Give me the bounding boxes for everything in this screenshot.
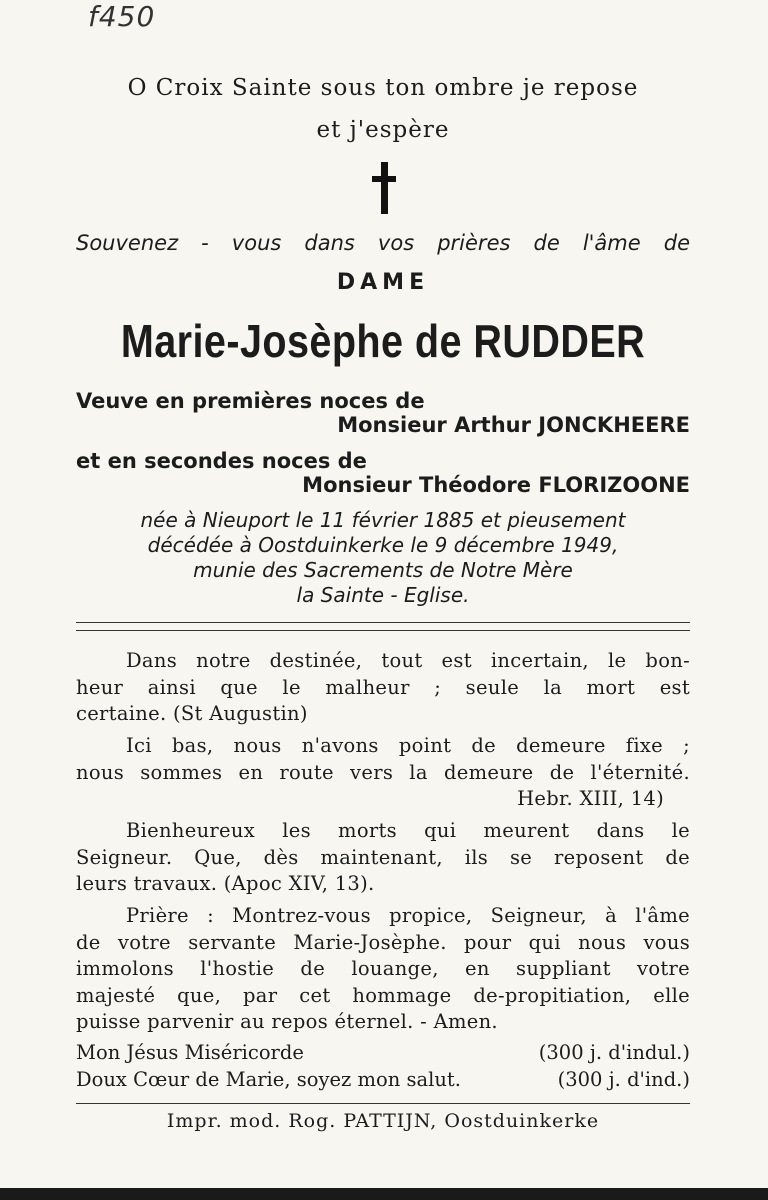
second-spouse-name: Monsieur Théodore FLORIZOONE bbox=[302, 473, 690, 497]
church-line: la Sainte - Eglise. bbox=[296, 583, 470, 607]
paragraph-line: Dans notre destinée, tout est incertain, le bon- bbox=[126, 649, 690, 672]
printer-credit: Impr. mod. Rog. PATTIJN, Oostduinkerke bbox=[166, 1110, 600, 1132]
card-bottom-edge bbox=[0, 1188, 768, 1200]
divider-top bbox=[76, 622, 690, 623]
verse-line-2: et j'espère bbox=[316, 117, 450, 143]
divider-bottom bbox=[76, 630, 690, 631]
paragraph-apocalypse bbox=[76, 818, 690, 898]
verse-line-1: O Croix Sainte sous ton ombre je repose bbox=[127, 75, 639, 101]
second-marriage-label: et en secondes noces de bbox=[76, 449, 367, 473]
paragraph-line: Seigneur. Que, dès maintenant, ils se reposent de bbox=[76, 845, 690, 869]
paragraph-line: certaine. (St Augustin) bbox=[76, 702, 308, 725]
paragraph-line: heur ainsi que le malheur ; seule la mort est bbox=[76, 675, 690, 699]
paragraph-line: Hebr. XIII, 14) bbox=[517, 787, 664, 810]
dates-block bbox=[76, 508, 690, 608]
birth-line: née à Nieuport le 11 février 1885 et pieusement bbox=[140, 508, 626, 532]
paragraph-line: puisse parvenir au repos éternel. - Amen. bbox=[76, 1010, 498, 1033]
death-line: décédée à Oostduinkerke le 9 décembre 1949, bbox=[147, 533, 619, 557]
paragraph-line: Ici bas, nous n'avons point de demeure fixe ; bbox=[126, 734, 690, 757]
indulgences-block bbox=[76, 1040, 690, 1093]
paragraph-hebrews bbox=[76, 733, 690, 813]
cross-icon bbox=[372, 162, 396, 214]
dame-title: DAME bbox=[336, 270, 430, 295]
souvenez-line: Souvenez - vous dans vos prières de l'âme de bbox=[76, 231, 690, 255]
paragraph-line: de votre servante Marie-Josèphe. pour qui nous vous bbox=[76, 930, 690, 954]
paragraph-line: leurs travaux. (Apoc XIV, 13). bbox=[76, 872, 375, 895]
indulgence-prayer: Doux Cœur de Marie, soyez mon salut. bbox=[76, 1067, 461, 1091]
indulgence-prayer: Mon Jésus Miséricorde bbox=[76, 1041, 304, 1064]
paragraph-line: majesté que, par cet hommage de-propitiation, elle bbox=[76, 983, 690, 1007]
printer-divider bbox=[76, 1103, 690, 1104]
indulgence-row bbox=[76, 1040, 690, 1067]
sacraments-line: munie des Sacrements de Notre Mère bbox=[193, 558, 573, 582]
first-spouse-name: Monsieur Arthur JONCKHEERE bbox=[337, 413, 690, 437]
paragraph-augustin bbox=[76, 648, 690, 728]
indulgence-value: (300 j. d'indul.) bbox=[538, 1041, 690, 1064]
deceased-name: Marie-Josèphe de RUDDER bbox=[120, 315, 646, 367]
indulgence-value: (300 j. d'ind.) bbox=[557, 1067, 690, 1091]
handwritten-annotation: f450 bbox=[88, 0, 156, 33]
indulgence-row bbox=[76, 1067, 690, 1094]
paragraph-line: immolons l'hostie de louange, en suppliant votre bbox=[76, 957, 690, 980]
paragraph-line: Bienheureux les morts qui meurent dans le bbox=[126, 819, 690, 842]
paragraph-prayer bbox=[76, 903, 690, 1036]
paragraph-line: Prière : Montrez-vous propice, Seigneur, à l'âme bbox=[126, 904, 690, 927]
first-marriage-label: Veuve en premières noces de bbox=[76, 389, 425, 413]
paragraph-line: nous sommes en route vers la demeure de l'éternité. bbox=[76, 760, 690, 784]
